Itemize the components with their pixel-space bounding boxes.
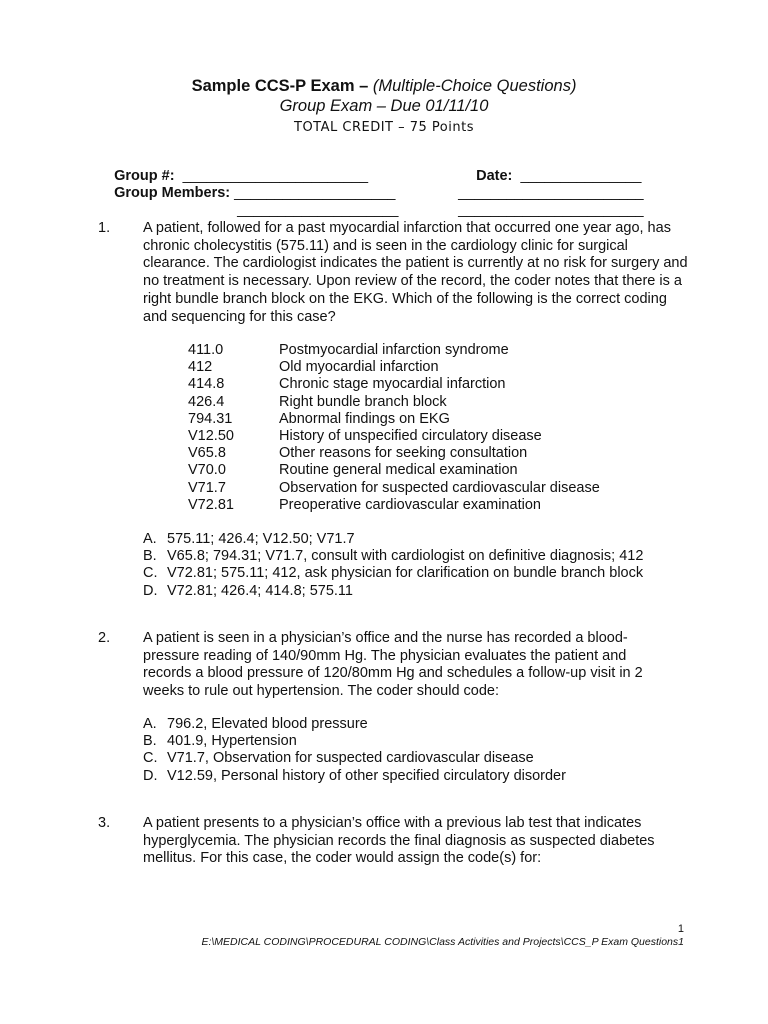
code-row (188, 445, 600, 462)
code-description: Other reasons for seeking consultation (279, 445, 528, 462)
question-1-text: A patient, followed for a past myocardial infarction that occurred one year ago, has chronic cholecystitis (575.11) and is seen in the cardiology clinic for surgical clearance. The cardiologist indicates the patient is currently at no risk for surgery and no treatment is necessary. Upon review of the record, the coder notes that there is a right bundle branch block on the EKG. Which of the following is the correct coding and sequencing for this case? (143, 220, 688, 325)
group-number-label: Group #: (114, 168, 175, 184)
option-text: V72.81; 426.4; 414.8; 575.11 (167, 582, 353, 599)
option-letter: D. (143, 767, 158, 784)
option-text: 796.2, Elevated blood pressure (167, 716, 368, 732)
code-value: V65.8 (188, 445, 226, 462)
code-description: Chronic stage myocardial infarction (279, 376, 506, 393)
group-members-label: Group Members: (114, 185, 231, 201)
code-value: V72.81 (188, 496, 234, 513)
option-text: V12.59, Personal history of other specified circulatory disorder (167, 767, 566, 784)
members-line-4: _______________________ (458, 202, 644, 218)
code-value: V70.0 (188, 462, 226, 479)
total-credit: TOTAL CREDIT – 75 Points (294, 120, 474, 135)
code-description: Observation for suspected cardiovascular disease (279, 479, 600, 496)
code-row (188, 394, 600, 411)
option-text: 575.11; 426.4; V12.50; V71.7 (167, 531, 355, 547)
code-description: Right bundle branch block (279, 393, 447, 410)
members-line-1: ____________________ (234, 185, 396, 201)
answer-option (143, 768, 566, 785)
document-header (0, 76, 768, 139)
question-2-number: 2. (98, 630, 111, 646)
code-row (188, 497, 600, 514)
question-1-code-list (188, 342, 600, 514)
option-text: V72.81; 575.11; 412, ask physician for clarification on bundle branch block (167, 565, 644, 582)
answer-option (143, 531, 643, 548)
code-row (188, 342, 600, 359)
code-row (188, 376, 600, 393)
answer-option (143, 565, 643, 582)
option-letter: D. (143, 582, 158, 599)
answer-option (143, 716, 566, 733)
code-description: Abnormal findings on EKG (279, 410, 450, 427)
group-number-line: _______________________ (182, 168, 369, 184)
title-subtitle-italic: (Multiple-Choice Questions) (372, 77, 577, 95)
code-row (188, 480, 600, 497)
code-value: 426.4 (188, 393, 225, 410)
answer-option (143, 548, 643, 565)
code-row (188, 428, 600, 445)
question-1-options (143, 531, 643, 600)
code-row (188, 462, 600, 479)
question-1-number: 1. (98, 220, 111, 236)
code-description: History of unspecified circulatory disease (279, 428, 542, 445)
footer-file-path: E:\MEDICAL CODING\PROCEDURAL CODING\Class Activities and Projects\CCS_P Exam Questions1 (201, 936, 684, 948)
code-description: Preoperative cardiovascular examination (279, 496, 541, 513)
question-3-text: A patient presents to a physician’s office with a previous lab test that indicates hyperglycemia. The physician records the final diagnosis as suspected diabetes mellitus. For this case, the coder would assign the code(s) for: (143, 815, 655, 867)
date-line: _______________ (520, 168, 642, 184)
option-text: V65.8; 794.31; V71.7, consult with cardiologist on definitive diagnosis; 412 (167, 548, 644, 565)
option-letter: A. (143, 531, 157, 547)
answer-option (143, 750, 566, 767)
answer-option (143, 733, 566, 750)
code-value: 414.8 (188, 376, 225, 393)
option-text: V71.7, Observation for suspected cardiovascular disease (167, 750, 534, 767)
code-description: Postmyocardial infarction syndrome (279, 342, 509, 358)
code-value: V12.50 (188, 428, 234, 445)
code-value: V71.7 (188, 479, 226, 496)
option-letter: A. (143, 716, 157, 732)
members-line-2: _______________________ (458, 185, 644, 201)
question-2-options (143, 716, 566, 785)
question-2-text: A patient is seen in a physician’s office and the nurse has recorded a blood-pressure reading of 140/90mm Hg. The physician evaluates the patient and records a blood pressure of 120/80mm Hg and schedules a follow-up visit in 2 weeks to rule out hypertension. The coder should code: (143, 630, 643, 700)
exam-due-line: Group Exam – Due 01/11/10 (279, 97, 489, 115)
option-text: 401.9, Hypertension (167, 733, 297, 750)
question-3-number: 3. (98, 815, 111, 831)
code-description: Routine general medical examination (279, 462, 518, 479)
option-letter: C. (143, 750, 158, 767)
code-row (188, 411, 600, 428)
title-main: Sample CCS-P Exam – (191, 77, 369, 95)
date-label: Date: (476, 168, 513, 184)
option-letter: B. (143, 733, 157, 750)
code-row (188, 359, 600, 376)
code-value: 411.0 (188, 342, 224, 358)
option-letter: C. (143, 565, 158, 582)
page-title (0, 76, 768, 96)
answer-option (143, 583, 643, 600)
code-description: Old myocardial infarction (279, 359, 439, 376)
code-value: 412 (188, 359, 213, 376)
members-line-3: ____________________ (237, 202, 399, 218)
option-letter: B. (143, 548, 157, 565)
code-value: 794.31 (188, 410, 233, 427)
page-number: 1 (677, 923, 684, 935)
